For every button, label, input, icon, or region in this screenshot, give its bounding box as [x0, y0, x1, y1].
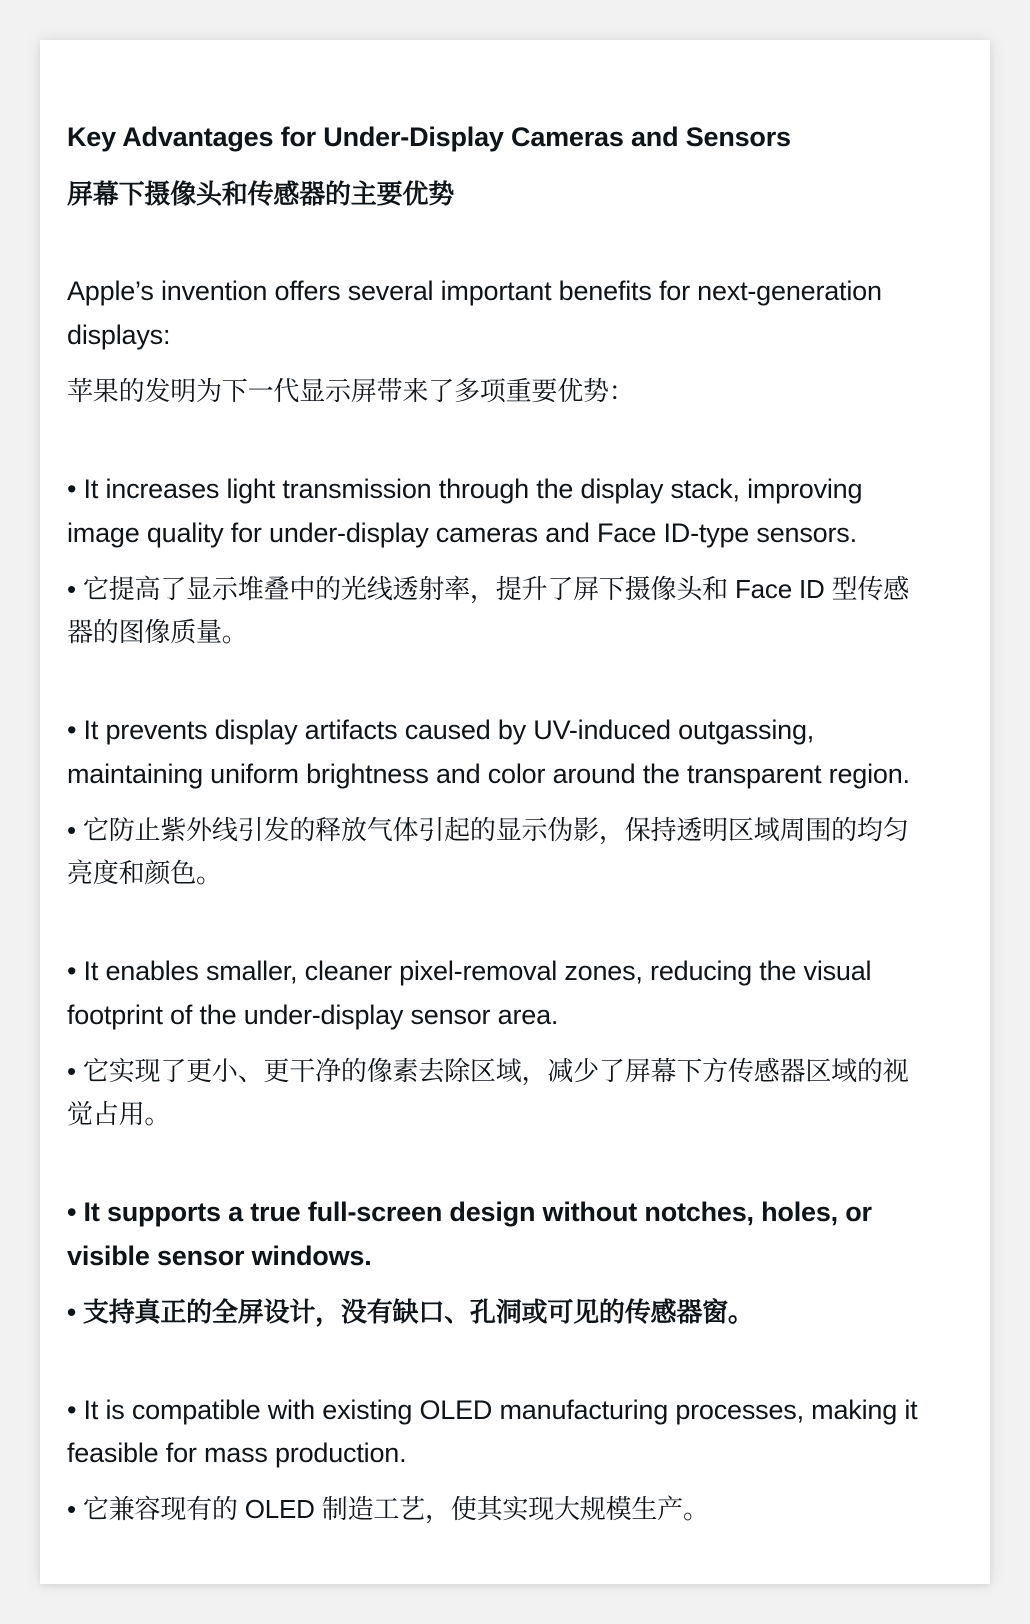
item-2-english-line-2: maintaining uniform brightness and color around the transparent region.: [67, 759, 910, 789]
intro-english-line-1: Apple’s invention offers several important benefits for next-generation: [67, 276, 882, 306]
item-3-english-line-1: • It enables smaller, cleaner pixel-removal zones, reducing the visual: [67, 956, 872, 986]
item-4-english-line-1: • It supports a true full-screen design without notches, holes, or: [67, 1197, 872, 1227]
item-5-english-line-1: • It is compatible with existing OLED manufacturing processes, making it: [67, 1395, 918, 1425]
item-3-chinese-line-1: • 它实现了更小、更干净的像素去除区域，减少了屏幕下方传感器区域的视: [67, 1056, 909, 1086]
item-2-english-line-1: • It prevents display artifacts caused by UV-induced outgassing,: [67, 715, 815, 745]
intro-english-line-2: displays:: [67, 320, 171, 350]
item-1-chinese-line-2: 器的图像质量。: [67, 617, 248, 647]
article-card: [40, 40, 990, 1584]
item-2-chinese-line-2: 亮度和颜色。: [67, 858, 222, 888]
item-3-chinese-line-2: 觉占用。: [67, 1099, 171, 1129]
title-chinese: 屏幕下摄像头和传感器的主要优势: [67, 179, 455, 209]
item-5-chinese-line-1: • 它兼容现有的 OLED 制造工艺，使其实现大规模生产。: [67, 1494, 709, 1524]
item-1-english-line-2: image quality for under-display cameras and Face ID-type sensors.: [67, 518, 857, 548]
item-5-english-line-2: feasible for mass production.: [67, 1438, 407, 1468]
title-english: Key Advantages for Under-Display Cameras and Sensors: [67, 122, 791, 152]
item-1-english-line-1: • It increases light transmission through the display stack, improving: [67, 474, 863, 504]
item-2-chinese-line-1: • 它防止紫外线引发的释放气体引起的显示伪影，保持透明区域周围的均匀: [67, 815, 909, 845]
item-4-chinese-line-1: • 支持真正的全屏设计，没有缺口、孔洞或可见的传感器窗。: [67, 1297, 754, 1327]
item-1-chinese-line-1: • 它提高了显示堆叠中的光线透射率，提升了屏下摄像头和 Face ID 型传感: [67, 574, 909, 604]
intro-chinese: 苹果的发明为下一代显示屏带来了多项重要优势：: [67, 376, 635, 406]
item-3-english-line-2: footprint of the under-display sensor area.: [67, 1000, 559, 1030]
item-4-english-line-2: visible sensor windows.: [67, 1241, 372, 1271]
